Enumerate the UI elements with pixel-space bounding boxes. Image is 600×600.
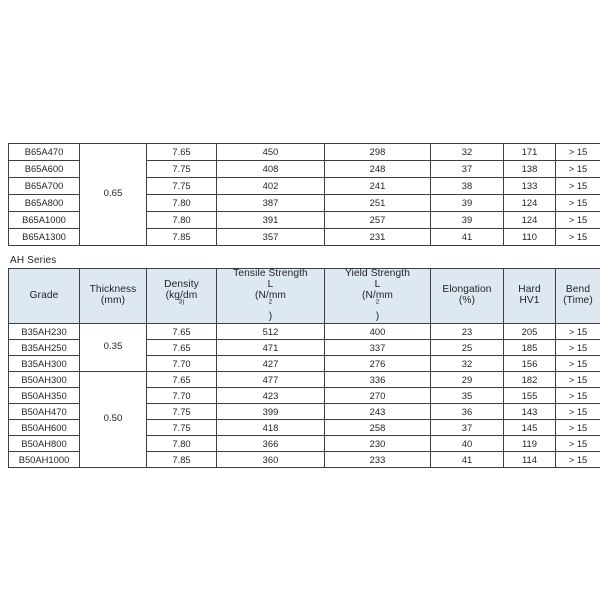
table-row — [9, 324, 600, 340]
cell-density: 7.80 — [147, 436, 217, 452]
cell-bend: > 15 — [556, 178, 600, 195]
cell-grade: B65A600 — [9, 161, 80, 178]
cell-thickness-group: 0.50 — [80, 372, 147, 468]
cell-tensile: 399 — [217, 404, 325, 420]
cell-bend: > 15 — [556, 229, 600, 246]
cell-hard: 143 — [504, 404, 556, 420]
cell-tensile: 387 — [217, 195, 325, 212]
cell-grade: B65A800 — [9, 195, 80, 212]
cell-yield: 400 — [325, 324, 431, 340]
cell-yield: 270 — [325, 388, 431, 404]
header-yield-sup: 2 — [375, 299, 380, 307]
cell-yield: 248 — [325, 161, 431, 178]
ah-series-caption: AH Series — [10, 255, 57, 266]
cell-grade: B35AH230 — [9, 324, 80, 340]
header-thickness — [80, 269, 147, 324]
cell-grade: B50AH800 — [9, 436, 80, 452]
cell-elongation: 32 — [431, 356, 504, 372]
header-yield-unit-end: ) — [375, 311, 380, 323]
cell-elongation: 37 — [431, 161, 504, 178]
cell-grade: B50AH1000 — [9, 452, 80, 468]
cell-bend: > 15 — [556, 452, 600, 468]
header-density-line1: Density — [164, 278, 199, 290]
cell-hard: 185 — [504, 340, 556, 356]
header-thickness-line2: (mm) — [100, 295, 126, 307]
cell-density: 7.70 — [147, 356, 217, 372]
cell-thickness-group: 0.35 — [80, 324, 147, 372]
cell-yield: 276 — [325, 356, 431, 372]
cell-hard: 110 — [504, 229, 556, 246]
cell-yield: 251 — [325, 195, 431, 212]
header-elongation — [431, 269, 504, 324]
cell-hard: 114 — [504, 452, 556, 468]
header-bend-line1: Bend — [565, 284, 591, 296]
cell-elongation: 36 — [431, 404, 504, 420]
header-row — [9, 269, 600, 324]
cell-bend: > 15 — [556, 356, 600, 372]
cell-grade: B50AH350 — [9, 388, 80, 404]
cell-tensile: 357 — [217, 229, 325, 246]
cell-elongation: 41 — [431, 229, 504, 246]
cell-density: 7.70 — [147, 388, 217, 404]
cell-elongation: 23 — [431, 324, 504, 340]
cell-yield: 233 — [325, 452, 431, 468]
cell-grade: B35AH250 — [9, 340, 80, 356]
table-ah-series — [8, 268, 600, 468]
cell-grade: B35AH300 — [9, 356, 80, 372]
cell-density: 7.65 — [147, 324, 217, 340]
cell-density: 7.75 — [147, 404, 217, 420]
cell-tensile: 423 — [217, 388, 325, 404]
cell-grade: B65A700 — [9, 178, 80, 195]
cell-yield: 336 — [325, 372, 431, 388]
header-elongation-line1: Elongation — [442, 284, 492, 296]
cell-bend: > 15 — [556, 388, 600, 404]
cell-density: 7.80 — [147, 195, 217, 212]
header-bend-line2: (Time) — [563, 295, 593, 307]
cell-grade: B50AH600 — [9, 420, 80, 436]
cell-density: 7.85 — [147, 229, 217, 246]
cell-hard: 205 — [504, 324, 556, 340]
cell-elongation: 40 — [431, 436, 504, 452]
header-yield-line1: Yield Strength — [344, 268, 411, 279]
cell-density: 7.65 — [147, 144, 217, 161]
cell-bend: > 15 — [556, 372, 600, 388]
cell-yield: 258 — [325, 420, 431, 436]
cell-hard: 119 — [504, 436, 556, 452]
cell-elongation: 38 — [431, 178, 504, 195]
table-header — [9, 269, 600, 324]
table-body — [9, 324, 600, 468]
header-bend — [556, 269, 600, 324]
header-hardness — [504, 269, 556, 324]
cell-hard: 124 — [504, 195, 556, 212]
cell-density: 7.75 — [147, 161, 217, 178]
header-density — [147, 269, 217, 324]
cell-hard: 182 — [504, 372, 556, 388]
header-grade-line1: Grade — [29, 289, 59, 301]
cell-bend: > 15 — [556, 212, 600, 229]
cell-yield: 257 — [325, 212, 431, 229]
cell-tensile: 427 — [217, 356, 325, 372]
cell-bend: > 15 — [556, 420, 600, 436]
cell-elongation: 29 — [431, 372, 504, 388]
header-yield-strength — [325, 269, 431, 324]
header-tensile-unit-end: ) — [268, 311, 273, 323]
cell-grade: B65A1300 — [9, 229, 80, 246]
cell-yield: 298 — [325, 144, 431, 161]
cell-tensile: 471 — [217, 340, 325, 356]
cell-yield: 243 — [325, 404, 431, 420]
cell-density: 7.65 — [147, 372, 217, 388]
cell-hard: 171 — [504, 144, 556, 161]
cell-density: 7.65 — [147, 340, 217, 356]
header-hardness-line1: Hard — [518, 284, 541, 296]
cell-bend: > 15 — [556, 324, 600, 340]
header-yield-line3 — [327, 291, 428, 323]
table-row — [9, 144, 600, 161]
cell-thickness-group: 0.65 — [80, 144, 147, 246]
cell-grade: B50AH300 — [9, 372, 80, 388]
cell-tensile: 360 — [217, 452, 325, 468]
cell-elongation: 37 — [431, 420, 504, 436]
header-tensile-sup: 2 — [268, 299, 273, 307]
cell-bend: > 15 — [556, 144, 600, 161]
cell-density: 7.80 — [147, 212, 217, 229]
table-b65a-continuation — [8, 143, 600, 246]
header-density-sup: 3) — [178, 299, 185, 307]
table-row — [9, 372, 600, 388]
header-tensile-line3 — [219, 291, 322, 323]
cell-grade: B65A1000 — [9, 212, 80, 229]
header-density-line2 — [149, 291, 214, 313]
cell-tensile: 402 — [217, 178, 325, 195]
table-body — [9, 144, 600, 246]
cell-elongation: 41 — [431, 452, 504, 468]
header-yield-unit: (N/mm — [361, 289, 394, 301]
header-grade — [9, 269, 80, 324]
cell-yield: 337 — [325, 340, 431, 356]
cell-density: 7.75 — [147, 420, 217, 436]
cell-hard: 155 — [504, 388, 556, 404]
cell-hard: 145 — [504, 420, 556, 436]
cell-elongation: 39 — [431, 195, 504, 212]
cell-bend: > 15 — [556, 195, 600, 212]
cell-yield: 241 — [325, 178, 431, 195]
cell-hard: 156 — [504, 356, 556, 372]
cell-tensile: 391 — [217, 212, 325, 229]
header-density-unit: (kg/dm — [165, 289, 198, 301]
cell-yield: 230 — [325, 436, 431, 452]
cell-bend: > 15 — [556, 340, 600, 356]
cell-elongation: 39 — [431, 212, 504, 229]
cell-elongation: 25 — [431, 340, 504, 356]
cell-hard: 124 — [504, 212, 556, 229]
cell-elongation: 35 — [431, 388, 504, 404]
cell-elongation: 32 — [431, 144, 504, 161]
cell-hard: 133 — [504, 178, 556, 195]
cell-density: 7.75 — [147, 178, 217, 195]
header-yield-line2: L — [374, 278, 381, 290]
header-tensile-strength — [217, 269, 325, 324]
cell-density: 7.85 — [147, 452, 217, 468]
cell-tensile: 477 — [217, 372, 325, 388]
cell-tensile: 418 — [217, 420, 325, 436]
cell-bend: > 15 — [556, 161, 600, 178]
cell-tensile: 366 — [217, 436, 325, 452]
header-tensile-unit: (N/mm — [254, 289, 287, 301]
header-tensile-line2: L — [267, 278, 274, 290]
cell-grade: B65A470 — [9, 144, 80, 161]
cell-bend: > 15 — [556, 436, 600, 452]
cell-yield: 231 — [325, 229, 431, 246]
cell-tensile: 450 — [217, 144, 325, 161]
cell-tensile: 512 — [217, 324, 325, 340]
cell-hard: 138 — [504, 161, 556, 178]
header-tensile-line1: Tensile Strength — [233, 268, 308, 279]
cell-tensile: 408 — [217, 161, 325, 178]
cell-grade: B50AH470 — [9, 404, 80, 420]
header-elongation-line2: (%) — [458, 295, 476, 307]
header-hardness-line2: HV1 — [519, 295, 540, 307]
header-thickness-line1: Thickness — [89, 284, 137, 296]
cell-bend: > 15 — [556, 404, 600, 420]
